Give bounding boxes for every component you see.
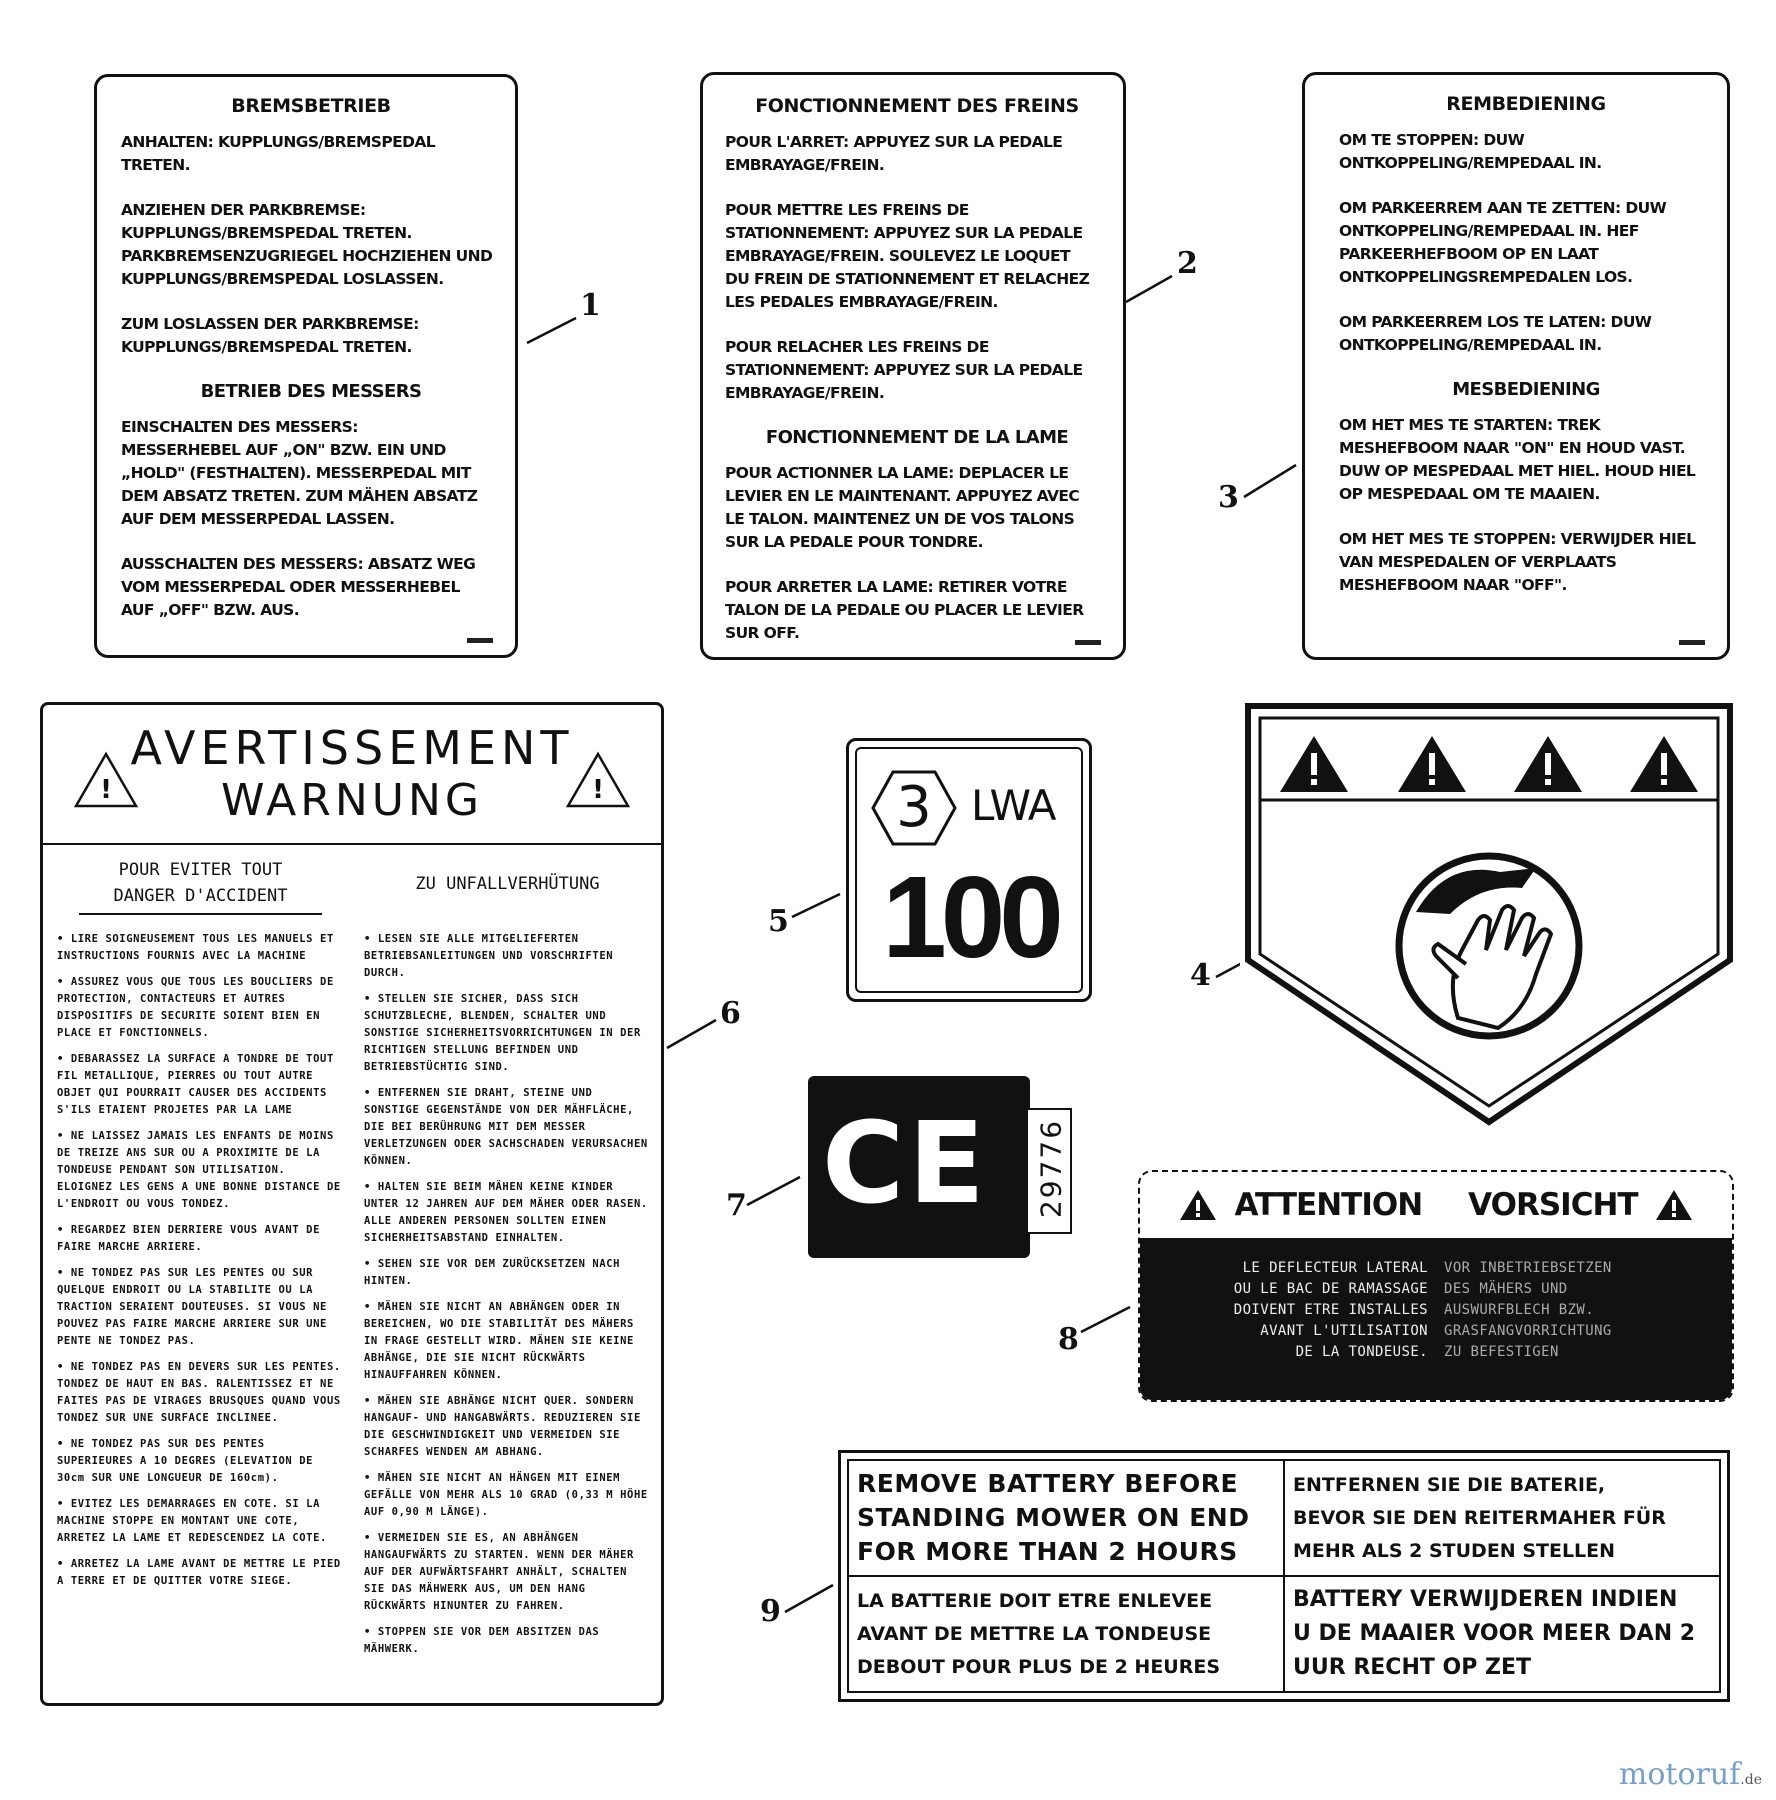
attention-text-french: LE DEFLECTEUR LATERAL OU LE BAC DE RAMASSAGE DOIVENT ETRE INSTALLES AVANT L'UTILISATION DE LA TONDEUSE. xyxy=(1233,1260,1428,1360)
label-french-brake-operation xyxy=(700,72,1126,660)
warning-column-title: POUR EVITER TOUT DANGER D'ACCIDENT xyxy=(79,857,322,915)
label-title: FONCTIONNEMENT DES FREINS xyxy=(755,95,1079,117)
callout-9: 9 xyxy=(760,1594,781,1629)
callout-8: 8 xyxy=(1058,1322,1079,1357)
label-paragraph: OM TE STOPPEN: DUW ONTKOPPELING/REMPEDAAL IN. xyxy=(1339,131,1602,172)
label-paragraph: OM HET MES TE STARTEN: TREK MESHEFBOOM NAAR "ON" EN HOUD VAST. DUW OP MESPEDAAL MET HIEL. HOUD HIEL OP MESPEDAAL OM TE MAAIEN. xyxy=(1339,416,1696,503)
label-title: REMBEDIENING xyxy=(1446,93,1606,115)
warning-bullet: • LIRE SOIGNEUSEMENT TOUS LES MANUELS ET INSTRUCTIONS FOURNIS AVEC LA MACHINE xyxy=(57,931,344,965)
label-hand-hazard xyxy=(1240,698,1738,1130)
warning-list-german xyxy=(364,931,651,1658)
label-attention-deflector xyxy=(1138,1170,1734,1402)
callout-5: 5 xyxy=(768,904,789,939)
label-paragraph: ZUM LOSLASSEN DER PARKBREMSE: KUPPLUNGS/BREMSPEDAL TRETEN. xyxy=(121,315,419,356)
warning-bullet: • HALTEN SIE BEIM MÄHEN KEINE KINDER UNTER 12 JAHREN AUF DEM MÄHER ODER RASEN. ALLE ANDEREN PERSONEN SOLLTEN EINEN SICHERHEITSABSTAND EINHALTEN. xyxy=(364,1179,651,1247)
callout-4: 4 xyxy=(1190,958,1211,993)
ce-mark-text: CE xyxy=(822,1099,989,1229)
warning-column-german xyxy=(354,857,661,1667)
noise-lwa-label: LWA xyxy=(971,781,1056,830)
leader-line-9 xyxy=(785,1585,833,1612)
leader-line-6 xyxy=(667,1020,716,1048)
warning-bullet: • ENTFERNEN SIE DRAHT, STEINE UND SONSTIGE GEGENSTÄNDE VON DER MÄHFLÄCHE, DIE BEI BERÜHRUNG MIT DEM MESSER VERLETZUNGEN ODER SACHSCHADEN VERURSACHEN KÖNNEN. xyxy=(364,1085,651,1170)
ce-number-tag xyxy=(1026,1108,1072,1234)
battery-text-french: LA BATTERIE DOIT ETRE ENLEVEE AVANT DE METTRE LA TONDEUSE DEBOUT POUR PLUS DE 2 HEURES xyxy=(848,1576,1284,1692)
warning-bullet: • NE TONDEZ PAS SUR DES PENTES SUPERIEURES A 10 DEGRES (ELEVATION DE 30cm SUR UNE LONGUEUR DE 160cm). xyxy=(57,1436,344,1487)
leader-line-7 xyxy=(747,1177,800,1205)
warning-bullet: • STOPPEN SIE VOR DEM ABSITZEN DAS MÄHWERK. xyxy=(364,1624,651,1658)
callout-1: 1 xyxy=(580,288,601,323)
label-paragraph: POUR METTRE LES FREINS DE STATIONNEMENT: APPUYEZ SUR LA PEDALE EMBRAYAGE/FREIN. SOULEVEZ LE LOQUET DU FREIN DE STATIONNEMENT ET RELACHEZ LES PEDALES EMBRAYAGE/FREIN. xyxy=(725,201,1090,311)
label-german-brake-operation xyxy=(94,74,518,658)
warning-triangle-icon xyxy=(1654,1188,1694,1222)
noise-class-number: 3 xyxy=(896,775,932,840)
warning-triangle-icon xyxy=(73,751,139,809)
callout-6: 6 xyxy=(720,996,741,1031)
warning-title-german: WARNUNG xyxy=(221,775,483,826)
warning-bullet: • NE TONDEZ PAS SUR LES PENTES OU SUR QUELQUE ENDROIT OU LA STABILITE OU LA TRACTION SERAIENT DOUTEUSES. SI VOUS NE POUVEZ PAS FAIRE MARCHE ARRIERE SUR UNE PENTE NE TONDEZ PAS. xyxy=(57,1265,344,1350)
warning-column-french xyxy=(43,857,354,1667)
hand-blade-icon xyxy=(1399,856,1579,1036)
watermark-brand: motoruf xyxy=(1618,1757,1741,1792)
svg-text:!: ! xyxy=(100,775,112,805)
leader-line-2 xyxy=(1126,276,1172,302)
attention-header xyxy=(1140,1172,1732,1238)
warning-column-title: ZU UNFALLVERHÜTUNG xyxy=(415,874,600,894)
label-dutch-brake-operation xyxy=(1302,72,1730,660)
label-paragraph: OM HET MES TE STOPPEN: VERWIJDER HIEL VAN MESPEDALEN OF VERPLAATS MESHEFBOOM NAAR "OFF". xyxy=(1339,530,1696,594)
warning-triangle-icon xyxy=(565,751,631,809)
warning-bullet: • STELLEN SIE SICHER, DASS SICH SCHUTZBLECHE, BLENDEN, SCHALTER UND SONSTIGE SICHERHEITSVORRICHTUNGEN IN DER RICHTIGEN STELLUNG BEFINDEN UND BETRIEBSTÜCHTIG SIND. xyxy=(364,991,651,1076)
attention-body xyxy=(1140,1238,1732,1400)
warning-bullet: • EVITEZ LES DEMARRAGES EN COTE. SI LA MACHINE STOPPE EN MONTANT UNE COTE, ARRETEZ LA LAME ET REDESCENDEZ LA COTE. xyxy=(57,1496,344,1547)
part-code-mark xyxy=(1679,640,1705,645)
label-paragraph: OM PARKEERREM LOS TE LATEN: DUW ONTKOPPELING/REMPEDAAL IN. xyxy=(1339,313,1652,354)
leader-line-3 xyxy=(1244,465,1296,497)
warning-bullet: • VERMEIDEN SIE ES, AN ABHÄNGEN HANGAUFWÄRTS ZU STARTEN. WENN DER MÄHER AUF DER AUFWÄRTSFAHRT ANHÄLT, SCHALTEN SIE DAS MÄHWERK AUS, UM DEN HANG RÜCKWÄRTS HINUNTER ZU FAHREN. xyxy=(364,1530,651,1615)
label-subtitle: BETRIEB DES MESSERS xyxy=(200,381,422,402)
warning-bullet: • SEHEN SIE VOR DEM ZURÜCKSETZEN NACH HINTEN. xyxy=(364,1256,651,1290)
warning-bullet: • REGARDEZ BIEN DERRIERE VOUS AVANT DE FAIRE MARCHE ARRIERE. xyxy=(57,1222,344,1256)
leader-line-8 xyxy=(1081,1307,1130,1332)
warning-bullet: • ASSUREZ VOUS QUE TOUS LES BOUCLIERS DE PROTECTION, CONTACTEURS ET AUTRES DISPOSITIFS DE SECURITE SOIENT BIEN EN PLACE ET FONCTIONNELS. xyxy=(57,974,344,1042)
warning-bullet: • MÄHEN SIE NICHT AN ABHÄNGEN ODER IN BEREICHEN, WO DIE STABILITÄT DES MÄHERS IN FRAGE GESTELLT WIRD. MÄHEN SIE KEINE ABHÄNGE, DIE SIE NICHT RÜCKWÄRTS HINAUFFAHREN KÖNNEN. xyxy=(364,1299,651,1384)
attention-title-german: VORSICHT xyxy=(1468,1187,1638,1223)
part-code-mark xyxy=(1075,640,1101,645)
label-paragraph: POUR ARRETER LA LAME: RETIRER VOTRE TALON DE LA PEDALE OU PLACER LE LEVIER SUR OFF. xyxy=(725,578,1084,642)
watermark[interactable] xyxy=(1619,1757,1762,1792)
label-subtitle: FONCTIONNEMENT DE LA LAME xyxy=(765,427,1069,448)
part-code-mark xyxy=(467,638,493,643)
warning-bullet: • MÄHEN SIE NICHT AN HÄNGEN MIT EINEM GEFÄLLE VON MEHR ALS 10 GRAD (0,33 M HÖHE AUF 0,90 M LÄNGE). xyxy=(364,1470,651,1521)
battery-text-german: ENTFERNEN SIE DIE BATERIE, BEVOR SIE DEN REITERMAHER FÜR MEHR ALS 2 STUDEN STELLEN xyxy=(1284,1460,1720,1576)
warning-bullet: • DEBARASSEZ LA SURFACE A TONDRE DE TOUT FIL METALLIQUE, PIERRES OU TOUT AUTRE OBJET QUI POURRAIT CAUSER DES ACCIDENTS S'ILS ETAIENT PROJETES PAR LA LAME xyxy=(57,1051,344,1119)
label-paragraph: OM PARKEERREM AAN TE ZETTEN: DUW ONTKOPPELING/REMPEDAAL IN. HEF PARKEERHEFBOOM OP EN LAAT ONTKOPPELINGSREMPEDALEN LOS. xyxy=(1339,199,1667,286)
noise-value: 100 xyxy=(882,852,1058,982)
label-battery-removal xyxy=(838,1450,1730,1702)
warning-bullet: • ARRETEZ LA LAME AVANT DE METTRE LE PIED A TERRE ET DE QUITTER VOTRE SIEGE. xyxy=(57,1556,344,1590)
battery-text-english: REMOVE BATTERY BEFORE STANDING MOWER ON END FOR MORE THAN 2 HOURS xyxy=(848,1460,1284,1576)
label-paragraph: ANHALTEN: KUPPLUNGS/BREMSPEDAL TRETEN. xyxy=(121,133,436,174)
label-paragraph: AUSSCHALTEN DES MESSERS: ABSATZ WEG VOM MESSERPEDAL ODER MESSERHEBEL AUF „OFF" BZW. AUS. xyxy=(121,555,476,619)
warning-triangle-icon xyxy=(1178,1188,1218,1222)
label-ce-mark xyxy=(808,1076,1030,1258)
callout-3: 3 xyxy=(1218,480,1239,515)
battery-text-dutch: BATTERY VERWIJDEREN INDIEN U DE MAAIER VOOR MEER DAN 2 UUR RECHT OP ZET xyxy=(1284,1576,1720,1692)
label-paragraph: POUR RELACHER LES FREINS DE STATIONNEMENT: APPUYEZ SUR LA PEDALE EMBRAYAGE/FREIN. xyxy=(725,338,1083,402)
ce-number: 29776 xyxy=(1034,1118,1068,1219)
warning-bullet: • MÄHEN SIE ABHÄNGE NICHT QUER. SONDERN HANGAUF- UND HANGABWÄRTS. REDUZIEREN SIE DIE GESCHWINDIGKEIT UND VERMEIDEN SIE SCHARFES WENDEN AM ABHANG. xyxy=(364,1393,651,1461)
attention-title-french: ATTENTION xyxy=(1234,1187,1423,1223)
warning-list-french xyxy=(57,931,344,1590)
leader-line-1 xyxy=(527,318,576,343)
warning-bullet: • NE LAISSEZ JAMAIS LES ENFANTS DE MOINS DE TREIZE ANS SUR OU A PROXIMITE DE LA TONDEUSE PENDANT SON UTILISATION. ELOIGNEZ LES GENS A UNE BONNE DISTANCE DE L'ENDROIT OU VOUS TONDEZ. xyxy=(57,1128,344,1213)
label-paragraph: ANZIEHEN DER PARKBREMSE: KUPPLUNGS/BREMSPEDAL TRETEN. PARKBREMSENZUGRIEGEL HOCHZIEHEN UND KUPPLUNGS/BREMSPEDAL LOSLASSEN. xyxy=(121,201,493,288)
svg-text:!: ! xyxy=(592,775,604,805)
leader-line-5 xyxy=(792,894,840,917)
label-subtitle: MESBEDIENING xyxy=(1452,379,1600,400)
warning-bullet: • NE TONDEZ PAS EN DEVERS SUR LES PENTES. TONDEZ DE HAUT EN BAS. RALENTISSEZ ET NE FAITES PAS DE VIRAGES BRUSQUES QUAND VOUS TONDEZ SUR UNE SURFACE INCLINEE. xyxy=(57,1359,344,1427)
warning-header xyxy=(43,705,661,845)
label-title: BREMSBETRIEB xyxy=(231,95,391,117)
watermark-tld: .de xyxy=(1740,1772,1762,1788)
label-paragraph: POUR ACTIONNER LA LAME: DEPLACER LE LEVIER EN LE MAINTENANT. APPUYEZ AVEC LE TALON. MAINTENEZ UN DE VOS TALONS SUR LA PEDALE POUR TONDRE. xyxy=(725,464,1080,551)
label-warning-safety xyxy=(40,702,664,1706)
warning-bullet: • LESEN SIE ALLE MITGELIEFERTEN BETRIEBSANLEITUNGEN UND VORSCHRIFTEN DURCH. xyxy=(364,931,651,982)
label-noise-level xyxy=(846,738,1092,1002)
callout-7: 7 xyxy=(726,1188,747,1223)
label-paragraph: EINSCHALTEN DES MESSERS: MESSERHEBEL AUF „ON" BZW. EIN UND „HOLD" (FESTHALTEN). MESSERPEDAL MIT DEM ABSATZ TRETEN. ZUM MÄHEN ABSATZ AUF DEM MESSERPEDAL LASSEN. xyxy=(121,418,478,528)
label-paragraph: POUR L'ARRET: APPUYEZ SUR LA PEDALE EMBRAYAGE/FREIN. xyxy=(725,133,1063,174)
attention-text-german: VOR INBETRIEBSETZEN DES MÄHERS UND AUSWURFBLECH BZW. GRASFANGVORRICHTUNG ZU BEFESTIGEN xyxy=(1444,1260,1612,1360)
callout-2: 2 xyxy=(1177,246,1198,281)
warning-title-french: AVERTISSEMENT xyxy=(130,721,574,775)
